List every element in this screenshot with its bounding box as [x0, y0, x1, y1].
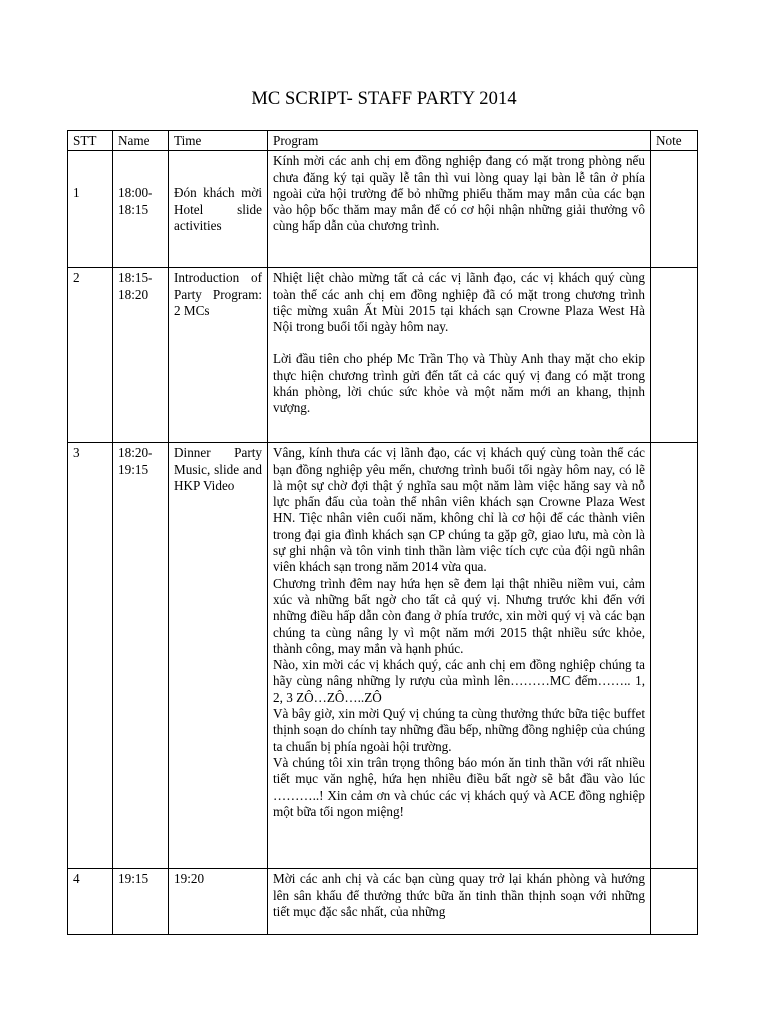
cell-name	[113, 151, 169, 268]
table-row	[68, 268, 698, 443]
header-stt: STT	[68, 131, 113, 151]
cell-stt: 4	[68, 869, 113, 935]
cell-program	[268, 869, 651, 935]
table-row	[68, 151, 698, 268]
cell-name: 19:15	[113, 869, 169, 935]
header-note: Note	[651, 131, 698, 151]
name-value: 18:00-18:15	[118, 185, 153, 217]
program-paragraph: Nhiệt liệt chào mừng tất cả các vị lãnh đạo, các vị khách quý cùng toàn thể các anh chị em đồng nghiệp đã có mặt trong chương trình tiệc mừng xuân Ất Mùi 2015 tại khách sạn Crowne Plaza West Hà Nội trong buổi tối ngày hôm nay.	[273, 270, 645, 335]
script-table	[67, 130, 698, 935]
cell-note	[651, 268, 698, 443]
cell-stt	[68, 151, 113, 268]
cell-time	[169, 151, 268, 268]
stt-value: 1	[73, 185, 80, 201]
program-paragraph: Mời các anh chị và các bạn cùng quay trở lại khán phòng và hướng lên sân khấu để thưởng thức bữa ăn tinh thần thịnh soạn với những tiết mục đặc sắc nhất, của những	[273, 871, 645, 919]
cell-note	[651, 869, 698, 935]
table-row	[68, 869, 698, 935]
program-paragraph: Vâng, kính thưa các vị lãnh đạo, các vị khách quý cùng toàn thể các bạn đồng nghiệp yêu mến, chương trình buổi tối ngày hôm nay, có lẽ là một sự chờ đợi thật ý nghĩa sau một năm làm việc hăng say và nỗ lực phấn đấu của toàn thể nhân viên khách sạn Crowne Plaza West HN. Tiệc nhân viên cuối năm, không chỉ là cơ hội để các thành viên trong đại gia đình khách sạn CP chúng ta gặp gỡ, giao lưu, mà còn là sự ghi nhận và tôn vinh tinh thần làm việc tích cực của đội ngũ nhân viên khách sạn trong năm 2014 vừa qua.	[273, 445, 645, 575]
cell-name: 18:15-18:20	[113, 268, 169, 443]
cell-time: Introduction of Party Program: 2 MCs	[169, 268, 268, 443]
document-title: MC SCRIPT- STAFF PARTY 2014	[251, 89, 517, 109]
cell-program	[268, 268, 651, 443]
time-value: Đón khách mời Hotel slide activities	[174, 185, 262, 233]
table-row	[68, 443, 698, 869]
program-paragraph: Và bây giờ, xin mời Quý vị chúng ta cùng thưởng thức bữa tiệc buffet thịnh soạn do chính tay những đầu bếp, những đồng nghiệp của chúng ta chuẩn bị phía ngoài hội trường.	[273, 706, 645, 754]
program-paragraph: Kính mời các anh chị em đồng nghiệp đang có mặt trong phòng nếu chưa đăng ký tại quầy lễ tân thì vui lòng quay lại bàn lễ tân ở phía ngoài cửa hội trường để bỏ những phiếu thăm may mắn của các bạn vào hộp bốc thăm may mắn để có cơ hội nhận những giải thưởng vô cùng hấp dẫn của chương trình.	[273, 153, 645, 234]
program-paragraph: Chương trình đêm nay hứa hẹn sẽ đem lại thật nhiều niềm vui, cảm xúc và những bất ngờ cho tất cả quý vị. Nhưng trước khi đến với những điều hấp dẫn còn đang ở phía trước, xin mời quý vị và các bạn chúng ta cùng nâng ly vì một năm mới 2015 thật nhiều sức khỏe, thành công, may mắn và hạnh phúc.	[273, 575, 645, 656]
cell-stt: 3	[68, 443, 113, 869]
program-paragraph: Lời đầu tiên cho phép Mc Trần Thọ và Thùy Anh thay mặt cho ekip thực hiện chương trình gửi đến tất cả các quý vị đang có mặt trong khán phòng, lời chúc sức khỏe và một năm mới an khang, thịnh vượng.	[273, 351, 645, 416]
cell-time: Dinner Party Music, slide and HKP Video	[169, 443, 268, 869]
header-name: Name	[113, 131, 169, 151]
cell-program	[268, 151, 651, 268]
table-header-row	[68, 131, 698, 151]
header-program: Program	[268, 131, 651, 151]
cell-note	[651, 151, 698, 268]
program-paragraph: Và chúng tôi xin trân trọng thông báo món ăn tinh thần với rất nhiều tiết mục văn nghệ, hứa hẹn nhiều điều bất ngờ sẽ bắt đầu vào lúc ………..! Xin cảm ơn và chúc các vị khách quý và ACE đồng nghiệp một bữa tối ngon miệng!	[273, 754, 645, 819]
cell-name: 18:20-19:15	[113, 443, 169, 869]
cell-stt: 2	[68, 268, 113, 443]
cell-time: 19:20	[169, 869, 268, 935]
cell-program	[268, 443, 651, 869]
program-paragraph: Nào, xin mời các vị khách quý, các anh chị em đồng nghiệp chúng ta hãy cùng nâng những ly rượu của mình lên………MC đếm…….. 1, 2, 3 ZÔ…ZÔ…..ZÔ	[273, 657, 645, 705]
cell-note	[651, 443, 698, 869]
header-time: Time	[169, 131, 268, 151]
